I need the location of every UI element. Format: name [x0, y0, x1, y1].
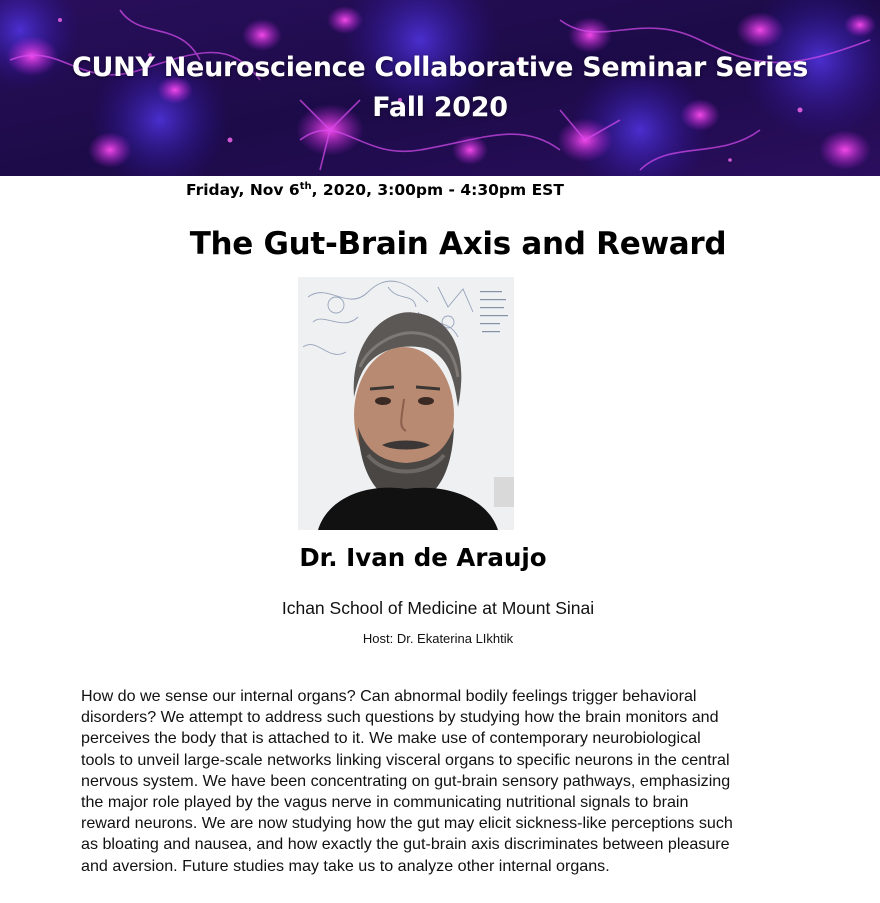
abstract-line: reward neurons. We are now studying how the gut may elicit sickness-like perceptions such — [81, 814, 733, 833]
abstract-line: as bloating and nausea, and how exactly the gut-brain axis discriminates between pleasure — [81, 835, 730, 854]
abstract — [81, 686, 821, 877]
event-date-time: , 2020, 3:00pm - 4:30pm EST — [311, 181, 564, 199]
event-date-ordinal: th — [299, 181, 312, 192]
host-name: Host: Dr. Ekaterina LIkhtik — [362, 631, 514, 646]
abstract-line: disorders? We attempt to address such questions by studying how the brain monitors and — [81, 708, 719, 727]
neuron-background-image — [0, 0, 880, 176]
abstract-line: tools to unveil large-scale networks linking visceral organs to specific neurons in the central — [81, 750, 730, 769]
event-date-day: Friday, Nov 6 — [186, 181, 300, 199]
abstract-line: nervous system. We have been concentrating on gut-brain sensory pathways, emphasizing — [81, 771, 731, 790]
speaker-photo — [298, 277, 514, 530]
event-date — [186, 181, 564, 199]
talk-title: The Gut-Brain Axis and Reward — [189, 226, 727, 262]
header-banner — [0, 0, 880, 176]
abstract-line: How do we sense our internal organs? Can abnormal bodily feelings trigger behavioral — [81, 687, 697, 705]
abstract-line: the major role played by the vagus nerve in communicating nutritional signals to brain — [81, 793, 689, 812]
speaker-name: Dr. Ivan de Araujo — [299, 543, 547, 572]
speaker-affiliation: Ichan School of Medicine at Mount Sinai — [281, 598, 595, 618]
abstract-line: and aversion. Future studies may take us to analyze other internal organs. — [81, 856, 610, 875]
series-title: CUNY Neuroscience Collaborative Seminar Series — [71, 52, 809, 83]
abstract-line: perceives the body that is attached to it. We make use of contemporary neurobiological — [81, 729, 701, 748]
speaker-portrait-image — [298, 277, 514, 530]
semester-title: Fall 2020 — [372, 92, 508, 123]
